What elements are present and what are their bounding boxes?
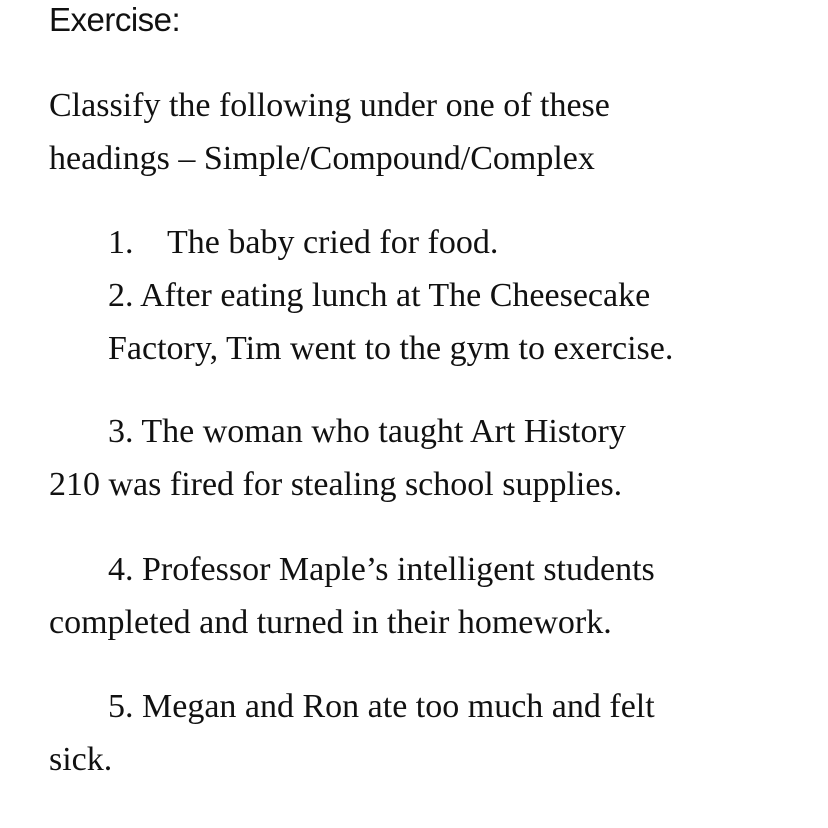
item-2-text-line-2: Factory, Tim went to the gym to exercise. [108,330,674,367]
item-4-number: 4. [108,551,134,588]
item-5-text-line-1: Megan and Ron ate too much and felt [142,688,655,725]
item-5-number: 5. [108,688,134,725]
item-2-number: 2. [108,277,134,314]
item-3-number: 3. [108,413,134,450]
instructions-line-2: headings – Simple/Compound/Complex [49,140,595,177]
list-item-3 [49,405,626,511]
list-item-1 [108,216,498,269]
list-item-5 [49,680,655,786]
list-item-4 [49,543,655,649]
item-1-text: The baby cried for food. [167,224,499,261]
exercise-heading: Exercise: [49,1,181,38]
list-item-2 [108,269,673,375]
item-3-text-line-1: The woman who taught Art History [141,413,626,450]
item-2-text-line-1: After eating lunch at The Cheesecake [140,277,651,314]
item-1-number: 1. [108,224,134,261]
instructions-line-1: Classify the following under one of these [49,87,610,124]
item-5-text-line-2: sick. [49,741,113,778]
item-3-text-line-2: 210 was fired for stealing school supplies. [49,466,623,503]
instructions [49,79,610,185]
item-4-text-line-1: Professor Maple’s intelligent students [142,551,655,588]
item-4-text-line-2: completed and turned in their homework. [49,604,612,641]
